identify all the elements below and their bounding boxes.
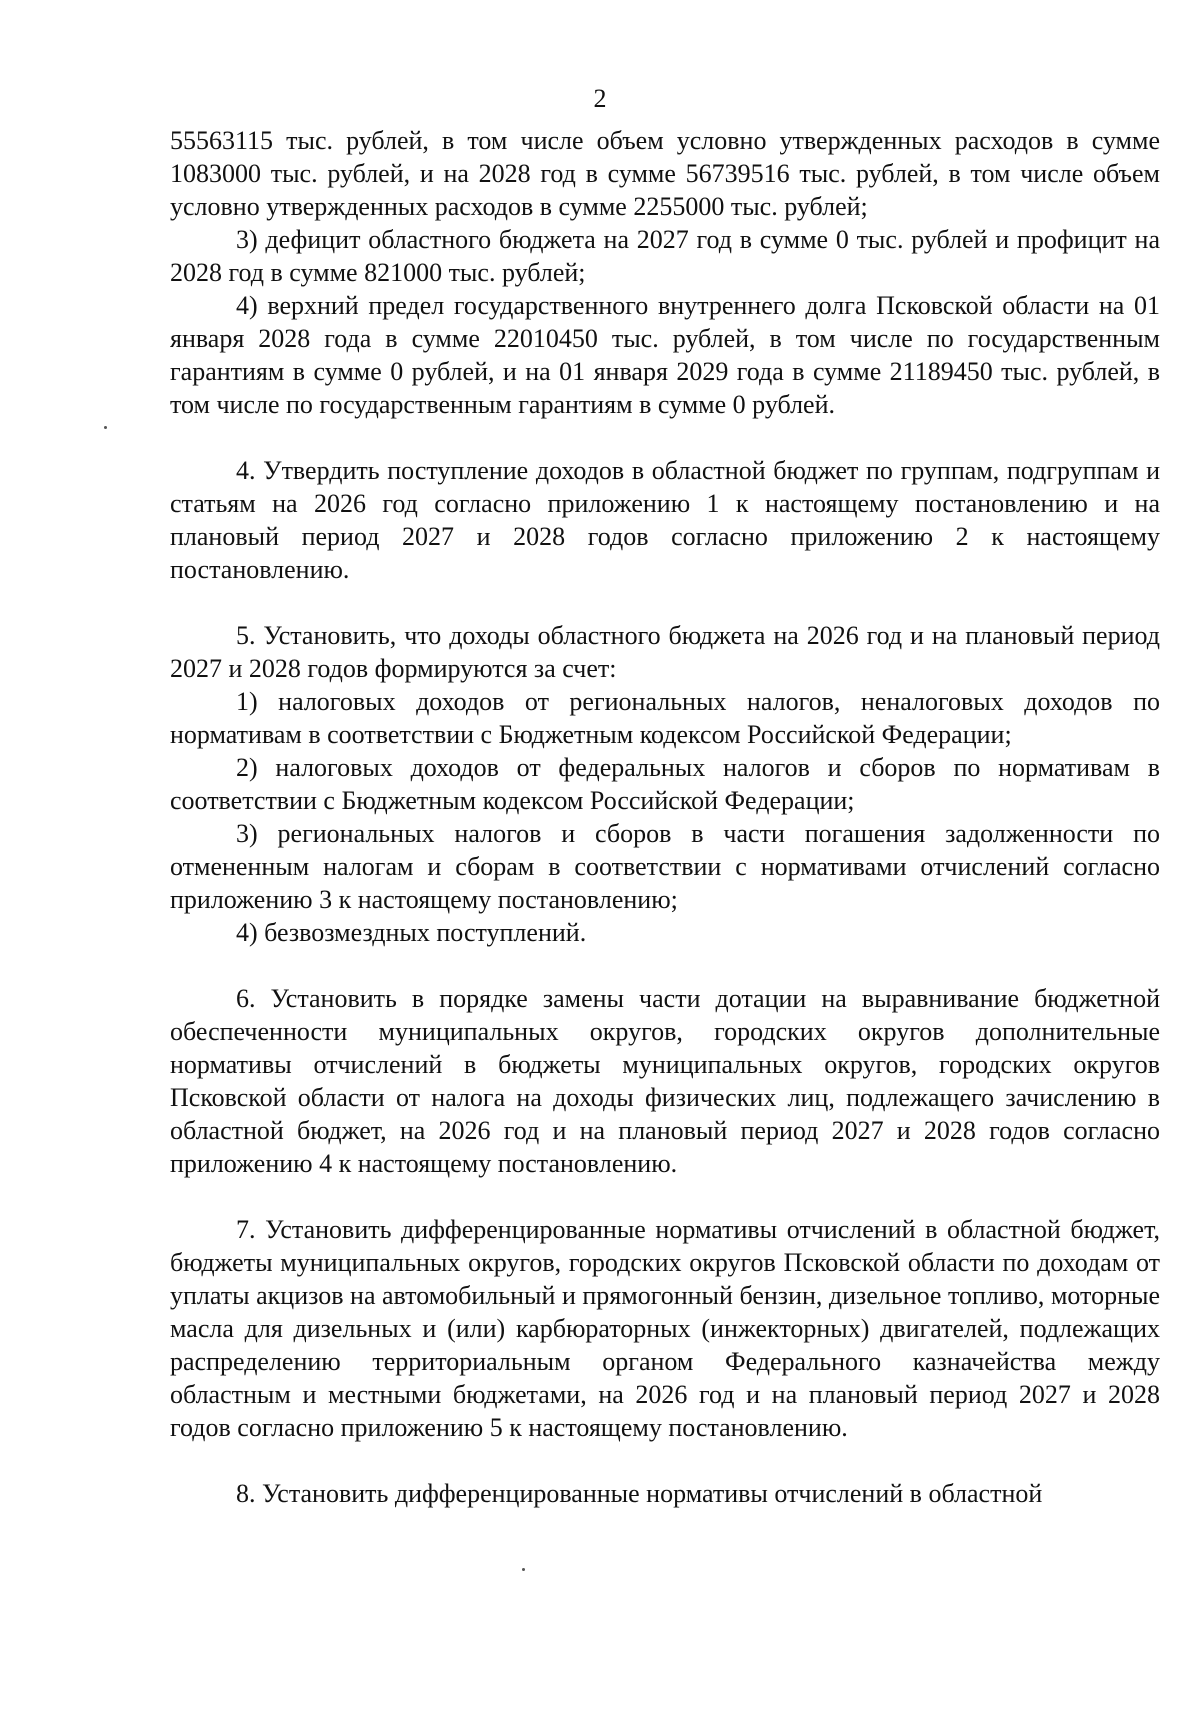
spacer xyxy=(170,1444,1160,1477)
section-4-income-approval: 4. Утвердить поступление доходов в областной бюджет по группам, подгруппам и статьям на 2026 год согласно приложению 1 к настоящему постановлению и на плановый период 2027 и 2028 годов согласно приложению 2 к настоящему постановлению. xyxy=(170,456,1160,584)
section-7-excise-norms: 7. Установить дифференцированные нормативы отчислений в областной бюджет, бюджеты муниципальных округов, городских округов Псковской области по доходам от уплаты акцизов на автомобильный и прямогонный бензин, дизельное топливо, моторные масла для дизельных и (или) карбюраторных (инжекторных) двигателей, подлежащих распределению территориальным органом Федерального казначейства между областным и местными бюджетами, на 2026 год и на плановый период 2027 и 2028 годов согласно приложению 5 к настоящему постановлению. xyxy=(170,1215,1160,1442)
section-5-income-sources: 5. Установить, что доходы областного бюджета на 2026 год и на плановый период 2027 и 2028 годов формируются за счет: xyxy=(170,621,1160,683)
section-5-item-1: 1) налоговых доходов от региональных налогов, неналоговых доходов по нормативам в соответствии с Бюджетным кодексом Российской Федерации; xyxy=(170,687,1160,749)
scan-artifact-dot xyxy=(104,426,107,429)
section-8-differentiated-norms: 8. Установить дифференцированные нормативы отчислений в областной xyxy=(236,1479,1043,1508)
spacer xyxy=(170,421,1160,454)
spacer xyxy=(170,949,1160,982)
document-body xyxy=(170,124,1160,1510)
item-3-deficit: 3) дефицит областного бюджета на 2027 год в сумме 0 тыс. рублей и профицит на 2028 год в сумме 821000 тыс. рублей; xyxy=(170,225,1160,287)
section-6-additional-norms: 6. Установить в порядке замены части дотации на выравнивание бюджетной обеспеченности муниципальных округов, городских округов дополнительные нормативы отчислений в бюджеты муниципальных округов, городских округов Псковской области от налога на доходы физических лиц, подлежащего зачислению в областной бюджет, на 2026 год и на плановый период 2027 и 2028 годов согласно приложению 4 к настоящему постановлению. xyxy=(170,984,1160,1178)
scan-artifact-dot xyxy=(522,1568,525,1571)
page-number: 2 xyxy=(593,84,607,113)
section-5-item-3: 3) региональных налогов и сборов в части погашения задолженности по отмененным налогам и сборам в соответствии с нормативами отчислений согласно приложению 3 к настоящему постановлению; xyxy=(170,819,1160,914)
paragraph-continuation: 55563115 тыс. рублей, в том числе объем условно утвержденных расходов в сумме 1083000 тыс. рублей, и на 2028 год в сумме 56739516 тыс. рублей, в том числе объем условно утвержденных расходов в сумме 2255000 тыс. рублей; xyxy=(170,126,1160,221)
section-5-item-2: 2) налоговых доходов от федеральных налогов и сборов по нормативам в соответствии с Бюджетным кодексом Российской Федерации; xyxy=(170,753,1160,815)
section-5-item-4: 4) безвозмездных поступлений. xyxy=(236,918,587,947)
spacer xyxy=(170,586,1160,619)
item-4-debt-limit: 4) верхний предел государственного внутреннего долга Псковской области на 01 января 2028 года в сумме 22010450 тыс. рублей, в том числе по государственным гарантиям в сумме 0 рублей, и на 01 января 2029 года в сумме 21189450 тыс. рублей, в том числе по государственным гарантиям в сумме 0 рублей. xyxy=(170,291,1160,419)
spacer xyxy=(170,1180,1160,1213)
